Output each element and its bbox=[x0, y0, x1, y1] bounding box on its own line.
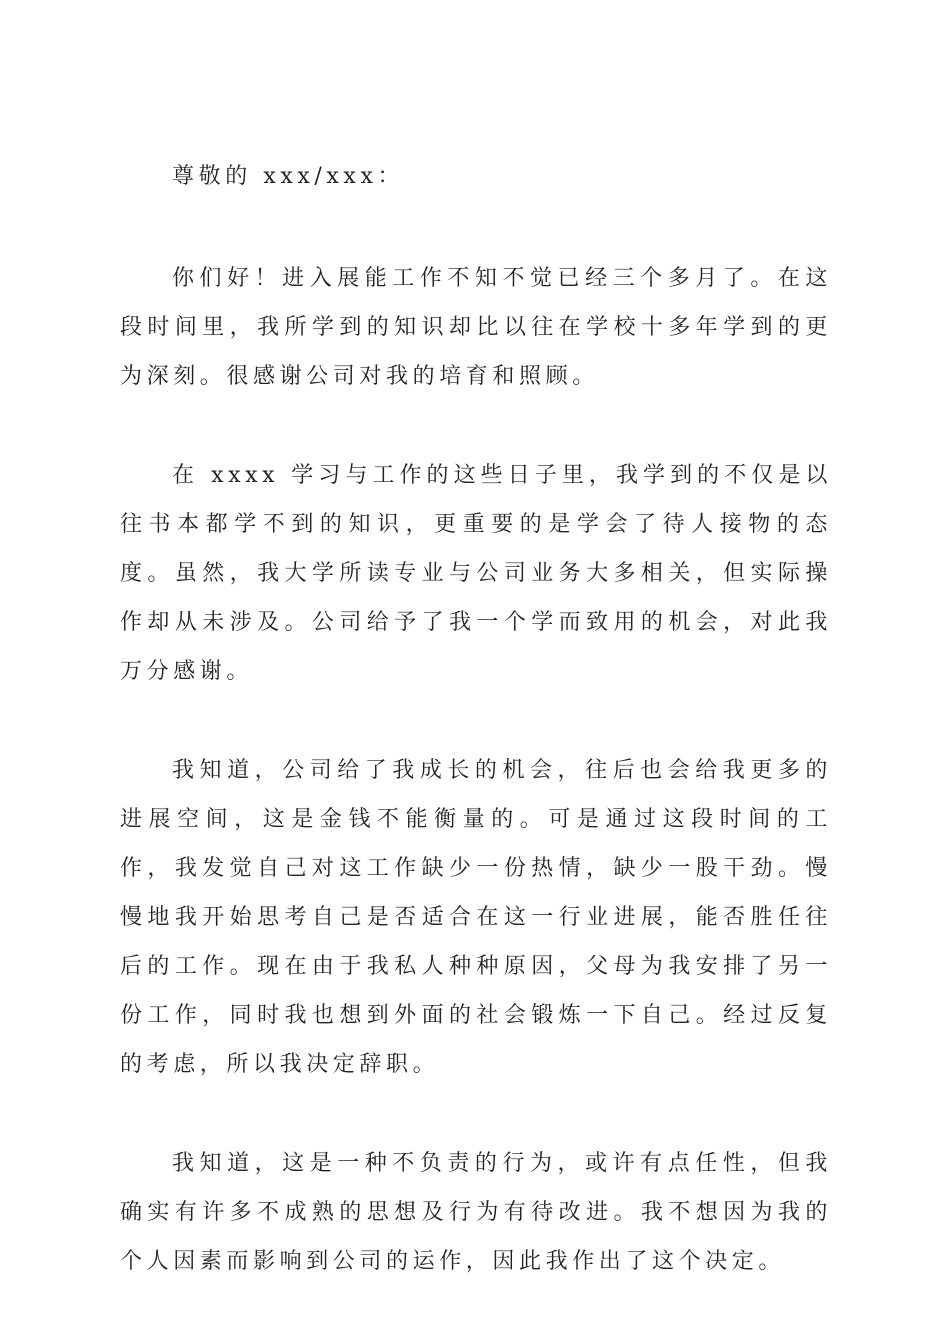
paragraph-4: 我知道，这是一种不负责的行为，或许有点任性，但我确实有许多不成熟的思想及行为有待改进。我不想因为我的个人因素而影响到公司的运作，因此我作出了这个决定。 bbox=[120, 1151, 832, 1274]
letter-body bbox=[120, 152, 832, 1286]
paragraph-3: 我知道，公司给了我成长的机会，往后也会给我更多的进展空间，这是金钱不能衡量的。可是通过这段时间的工作，我发觉自己对这工作缺少一份热情，缺少一股干劲。慢慢地我开始思考自己是否适合在这一行业进展，能否胜任往后的工作。现在由于我私人种种原因，父母为我安排了另一份工作，同时我也想到外面的社会锻炼一下自己。经过反复的考虑，所以我决定辞职。 bbox=[120, 758, 832, 1077]
paragraph-2: 在 xxxx 学习与工作的这些日子里，我学到的不仅是以往书本都学不到的知识，更重要的是学会了待人接物的态度。虽然，我大学所读专业与公司业务大多相关，但实际操作却从未涉及。公司给予了我一个学而致用的机会，对此我万分感谢。 bbox=[120, 463, 832, 684]
salutation: 尊敬的 xxx/xxx： bbox=[172, 164, 405, 189]
paragraph-1: 你们好！进入展能工作不知不觉已经三个多月了。在这段时间里，我所学到的知识却比以往在学校十多年学到的更为深刻。很感谢公司对我的培育和照顾。 bbox=[120, 266, 832, 389]
